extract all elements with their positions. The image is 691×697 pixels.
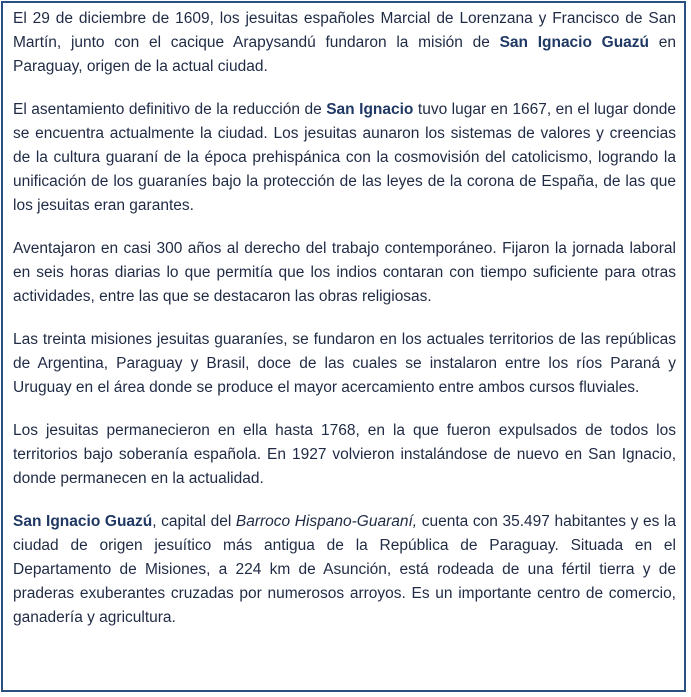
- paragraph-text: en Paraguay, origen de la actual ciudad.: [13, 34, 676, 75]
- paragraph-settlement: [13, 98, 676, 218]
- style-name-italic: Barroco Hispano-Guaraní,: [235, 513, 418, 530]
- paragraph-text: Los jesuitas permanecieron en ella hasta 1768, en la que fueron expulsados de todos los territorios bajo soberanía española. En 1927 volvieron instalándose de nuevo en San Ignacio, donde permanecen en la actualidad.: [13, 422, 676, 487]
- paragraph-text: , capital del: [152, 513, 236, 530]
- paragraph-text: Aventajaron en casi 300 años al derecho del trabajo contemporáneo. Fijaron la jornada laboral en seis horas diarias lo que permitía que los indios contaran con tiempo suficiente para otras actividades, entre las que se destacaron las obras religiosas.: [13, 240, 676, 305]
- paragraph-text: tuvo lugar en 1667, en el lugar donde se encuentra actualmente la ciudad. Los jesuitas aunaron los sistemas de valores y creencias de la cultura guaraní de la época prehispánica con la cosmovisión del catolicismo, logrando la unificación de los guaraníes bajo la protección de las leyes de la corona de España, de las que los jesuitas eran garantes.: [13, 101, 676, 214]
- paragraph-expulsion: [13, 419, 676, 491]
- text-box: [1, 1, 686, 692]
- place-name-bold: San Ignacio Guazú: [13, 513, 153, 530]
- paragraph-text: Las treinta misiones jesuitas guaraníes, se fundaron en los actuales territorios de las repúblicas de Argentina, Paraguay y Brasil, doce de las cuales se instalaron entre los ríos Paraná y Uruguay en el área donde se produce el mayor acercamiento entre ambos cursos fluviales.: [13, 331, 676, 396]
- paragraph-missions: [13, 328, 676, 400]
- paragraph-text: El 29 de diciembre de 1609, los jesuitas españoles Marcial de Lorenzana y Francisco de San Martín, junto con el cacique Arapysandú fundaron la misión de: [13, 10, 676, 51]
- paragraph-labor: [13, 237, 676, 309]
- paragraph-text: cuenta con 35.497 habitantes y es la ciudad de origen jesuítico más antigua de la República de Paraguay. Situada en el Departamento de Misiones, a 224 km de Asunción, está rodeada de una fértil tierra y de praderas exuberantes cruzadas por numerosos arroyos. Es un importante centro de comercio, ganadería y agricultura.: [13, 513, 677, 626]
- place-name-bold: San Ignacio Guazú: [499, 34, 650, 51]
- place-name-bold: San Ignacio: [326, 101, 414, 118]
- paragraph-city: [13, 510, 676, 630]
- paragraph-founding: [13, 7, 676, 79]
- paragraph-text: El asentamiento definitivo de la reducción de: [13, 101, 327, 118]
